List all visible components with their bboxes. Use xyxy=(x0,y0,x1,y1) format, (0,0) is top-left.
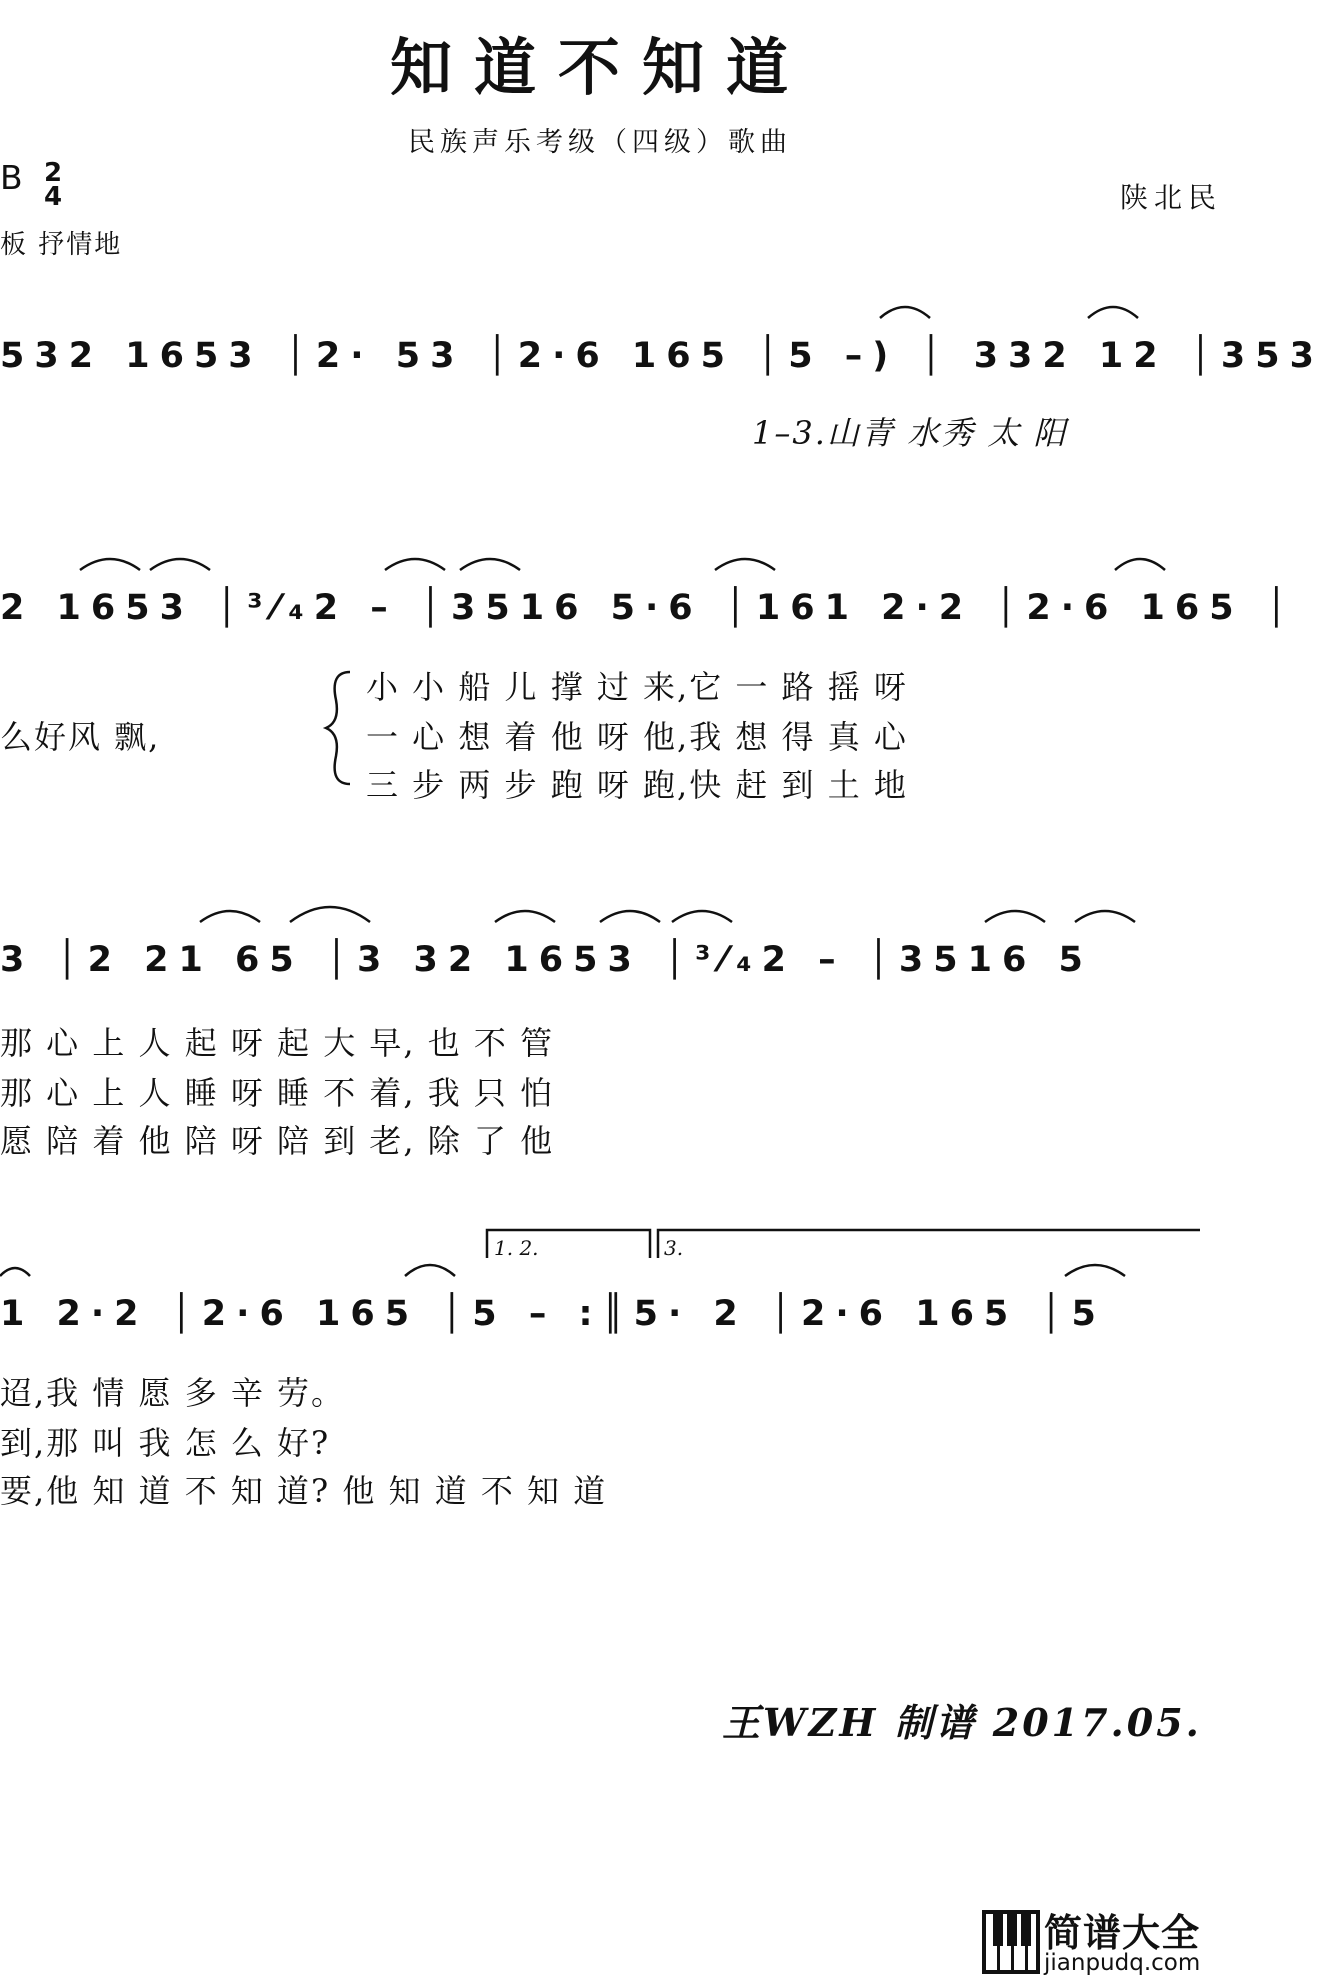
system2-lyric-left: 么好风 飘, xyxy=(0,718,161,756)
system3-verse1: 那 心 上 人 起 呀 起 大 早, 也 不 管 xyxy=(0,1024,555,1062)
piano-icon xyxy=(982,1910,1040,1974)
verse-brace xyxy=(326,672,350,784)
system1-lyric: 1–3.山青 水秀 太 阳 xyxy=(752,414,1068,452)
slur xyxy=(985,911,1045,922)
slur xyxy=(600,911,660,922)
transcriber-credit: 王WZH 制谱 2017.05. xyxy=(722,1700,1202,1745)
slur xyxy=(385,559,445,570)
score-subtitle: 民族声乐考级（四级）歌曲 xyxy=(408,127,792,158)
slur xyxy=(0,1268,30,1276)
slur xyxy=(1075,911,1135,922)
slur xyxy=(1065,1265,1125,1276)
system3-verse3: 愿 陪 着 他 陪 呀 陪 到 老, 除 了 他 xyxy=(0,1122,555,1160)
system4-verse2: 到,那 叫 我 怎 么 好? xyxy=(0,1424,331,1462)
slur xyxy=(1088,307,1138,318)
logo-url[interactable]: jianpudq.com xyxy=(1044,1950,1201,1976)
slur xyxy=(200,911,260,922)
system1-notation: 532 1653 │2· 53 │2·6 165 │5 –) │ 332 12 │353 xyxy=(0,336,1324,376)
tempo-marking: 板 抒情地 xyxy=(0,230,123,260)
score-title: 知道不知道 xyxy=(389,31,810,104)
system3-verse2: 那 心 上 人 睡 呀 睡 不 着, 我 只 怕 xyxy=(0,1074,555,1112)
slur xyxy=(150,559,210,570)
song-origin: 陕北民 xyxy=(1120,181,1223,214)
volta-bracket-1 xyxy=(487,1230,650,1258)
system4-verse1: 迢,我 情 愿 多 辛 劳。 xyxy=(0,1374,346,1412)
site-logo xyxy=(978,1900,1200,1983)
system2-verse1: 小 小 船 儿 撑 过 来,它 一 路 摇 呀 xyxy=(366,668,908,706)
system2-notation: 2 1653 │³⁄₄2 – │3516 5·6 │161 2·2 │2·6 165 │ xyxy=(0,588,1297,628)
slur xyxy=(80,559,140,570)
system3-notation: 3 │2 21 65 │3 32 1653 │³⁄₄2 – │3516 5 xyxy=(0,940,1093,980)
slur xyxy=(880,307,930,318)
key-signature: B xyxy=(0,158,23,197)
time-signature-denominator: 4 xyxy=(44,182,63,212)
logo-name: 简谱大全 xyxy=(1044,1911,1201,1955)
ending2-label: 3. xyxy=(664,1236,684,1260)
volta-bracket-2 xyxy=(658,1230,1200,1258)
time-signature-numerator: 2 xyxy=(44,158,63,188)
slur xyxy=(290,907,370,922)
slur xyxy=(460,559,520,570)
slur xyxy=(495,911,555,922)
system2-verse3: 三 步 两 步 跑 呀 跑,快 赶 到 土 地 xyxy=(366,766,908,804)
ending1-label: 1. 2. xyxy=(494,1236,539,1260)
system4-notation: 1 2·2 │2·6 165 │5 – :║5· 2 │2·6 165 │5 xyxy=(0,1294,1106,1334)
slur xyxy=(715,559,775,570)
system2-verse2: 一 心 想 着 他 呀 他,我 想 得 真 心 xyxy=(366,718,908,756)
slur xyxy=(405,1265,455,1276)
system4-verse3: 要,他 知 道 不 知 道? 他 知 道 不 知 道 xyxy=(0,1472,608,1510)
slur xyxy=(672,911,732,922)
slur xyxy=(1115,559,1165,570)
